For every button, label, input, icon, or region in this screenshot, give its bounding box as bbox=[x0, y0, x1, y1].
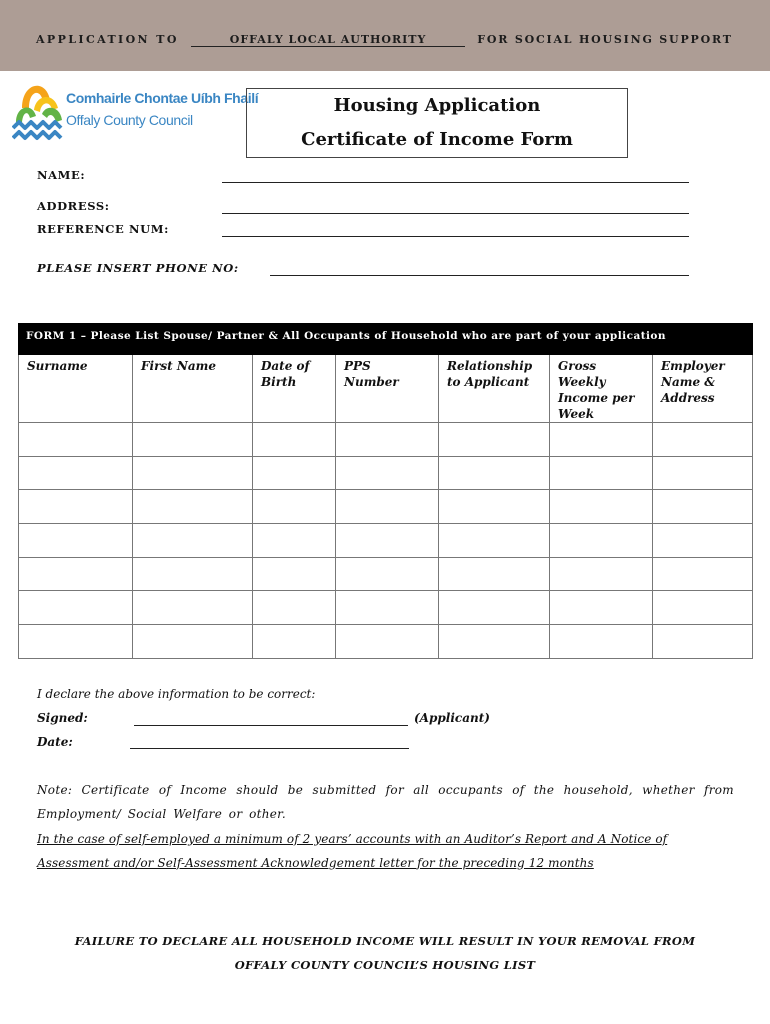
table-cell[interactable] bbox=[253, 625, 336, 659]
occupants-table bbox=[18, 323, 753, 659]
table-cell[interactable] bbox=[19, 591, 133, 625]
signed-label: Signed: bbox=[37, 711, 88, 725]
phone-field-line bbox=[270, 275, 689, 276]
date-label: Date: bbox=[37, 735, 73, 749]
table-cell[interactable] bbox=[133, 625, 253, 659]
table-cell[interactable] bbox=[336, 423, 439, 457]
col-header-gross-weekly-income bbox=[550, 355, 653, 423]
form-title: Housing Application bbox=[333, 95, 541, 116]
reference-number-label: REFERENCE NUM: bbox=[37, 222, 169, 236]
table-cell[interactable] bbox=[133, 591, 253, 625]
table-cell[interactable] bbox=[439, 490, 550, 524]
header-text: First Name bbox=[141, 359, 216, 373]
header-text: Number bbox=[344, 375, 399, 389]
table-cell[interactable] bbox=[653, 524, 753, 558]
warning-line: FAILURE TO DECLARE ALL HOUSEHOLD INCOME WILL RESULT IN YOUR REMOVAL FROM bbox=[74, 934, 696, 948]
table-row bbox=[19, 625, 753, 659]
table-cell[interactable] bbox=[653, 490, 753, 524]
table-cell[interactable] bbox=[253, 456, 336, 490]
table-row bbox=[19, 524, 753, 558]
header-line bbox=[36, 33, 733, 47]
table-cell[interactable] bbox=[439, 557, 550, 591]
logo-irish-name: Comhairle Chontae Uíbh Fhailí bbox=[66, 90, 259, 106]
table-row bbox=[19, 490, 753, 524]
table-cell[interactable] bbox=[550, 625, 653, 659]
table-cell[interactable] bbox=[19, 490, 133, 524]
table-cell[interactable] bbox=[133, 423, 253, 457]
col-header-date-of-birth bbox=[253, 355, 336, 423]
table-cell[interactable] bbox=[550, 490, 653, 524]
warning-line: OFFALY COUNTY COUNCIL’S HOUSING LIST bbox=[234, 958, 536, 972]
table-cell[interactable] bbox=[19, 456, 133, 490]
local-authority-name: OFFALY LOCAL AUTHORITY bbox=[191, 33, 465, 47]
table-cell[interactable] bbox=[439, 524, 550, 558]
header-text: Name & bbox=[661, 375, 716, 389]
table-cell[interactable] bbox=[253, 591, 336, 625]
table-cell[interactable] bbox=[336, 591, 439, 625]
table-cell[interactable] bbox=[133, 490, 253, 524]
occupants-table-body bbox=[19, 355, 753, 659]
header-text: Birth bbox=[261, 375, 297, 389]
table-cell[interactable] bbox=[133, 524, 253, 558]
table-cell[interactable] bbox=[550, 591, 653, 625]
self-employed-requirement: In the case of self-employed a minimum of 2 years’ accounts with an Auditor’s Report and A Notice of Assessment and/or Self-Assessment Acknowledgement letter for the preceding 12 months bbox=[37, 832, 668, 870]
table-cell[interactable] bbox=[336, 524, 439, 558]
table-cell[interactable] bbox=[336, 490, 439, 524]
col-header-employer bbox=[653, 355, 753, 423]
header-prefix: APPLICATION TO bbox=[36, 33, 179, 46]
table-row bbox=[19, 456, 753, 490]
declaration-text: I declare the above information to be correct: bbox=[37, 687, 316, 701]
table-cell[interactable] bbox=[19, 557, 133, 591]
failure-to-declare-warning bbox=[40, 929, 730, 977]
address-label: ADDRESS: bbox=[37, 199, 110, 213]
table-cell[interactable] bbox=[439, 625, 550, 659]
col-header-first-name bbox=[133, 355, 253, 423]
header-text: Income per bbox=[558, 391, 635, 405]
header-text: Date of bbox=[261, 359, 310, 373]
signature-line bbox=[134, 725, 408, 726]
header-text: Week bbox=[558, 407, 595, 421]
name-label: NAME: bbox=[37, 168, 86, 182]
table-cell[interactable] bbox=[19, 423, 133, 457]
table-cell[interactable] bbox=[253, 423, 336, 457]
column-header-row bbox=[19, 355, 753, 423]
col-header-pps-number bbox=[336, 355, 439, 423]
table-cell[interactable] bbox=[253, 524, 336, 558]
table-cell[interactable] bbox=[653, 557, 753, 591]
table-cell[interactable] bbox=[19, 524, 133, 558]
table-cell[interactable] bbox=[336, 625, 439, 659]
table-cell[interactable] bbox=[550, 524, 653, 558]
header-band bbox=[0, 0, 770, 71]
col-header-relationship bbox=[439, 355, 550, 423]
header-text: Relationship bbox=[447, 359, 533, 373]
offaly-county-council-logo bbox=[12, 78, 259, 144]
header-text: Employer bbox=[661, 359, 725, 373]
table-cell[interactable] bbox=[19, 625, 133, 659]
table-cell[interactable] bbox=[439, 423, 550, 457]
col-header-surname bbox=[19, 355, 133, 423]
date-line bbox=[130, 748, 409, 749]
name-field-line bbox=[222, 182, 689, 183]
applicant-label: (Applicant) bbox=[414, 711, 490, 725]
table-cell[interactable] bbox=[550, 456, 653, 490]
phone-label: PLEASE INSERT PHONE NO: bbox=[37, 261, 239, 275]
form1-title-row bbox=[19, 324, 753, 355]
header-text: Gross bbox=[558, 359, 597, 373]
form-subtitle: Certificate of Income Form bbox=[301, 129, 573, 150]
income-certificate-note: Note: Certificate of Income should be submitted for all occupants of the household, whether from Employment/ Social Welfare or other. bbox=[37, 783, 734, 821]
table-cell[interactable] bbox=[253, 557, 336, 591]
table-row bbox=[19, 557, 753, 591]
header-text: PPS bbox=[344, 359, 371, 373]
table-cell[interactable] bbox=[439, 456, 550, 490]
table-cell[interactable] bbox=[653, 591, 753, 625]
address-field-line bbox=[222, 213, 689, 214]
table-row bbox=[19, 423, 753, 457]
table-cell[interactable] bbox=[336, 456, 439, 490]
table-cell[interactable] bbox=[133, 456, 253, 490]
reference-number-field-line bbox=[222, 236, 689, 237]
header-text: to Applicant bbox=[447, 375, 530, 389]
logo-english-name: Offaly County Council bbox=[66, 112, 193, 128]
form-title-box bbox=[246, 88, 628, 158]
header-suffix: FOR SOCIAL HOUSING SUPPORT bbox=[477, 33, 733, 46]
table-cell[interactable] bbox=[653, 625, 753, 659]
table-cell[interactable] bbox=[439, 591, 550, 625]
table-cell[interactable] bbox=[253, 490, 336, 524]
table-cell[interactable] bbox=[653, 456, 753, 490]
form1-title: FORM 1 – Please List Spouse/ Partner & All Occupants of Household who are part of your application bbox=[19, 324, 753, 355]
header-text: Weekly bbox=[558, 375, 606, 389]
table-cell[interactable] bbox=[550, 423, 653, 457]
council-emblem-icon bbox=[12, 78, 68, 142]
table-cell[interactable] bbox=[550, 557, 653, 591]
table-row bbox=[19, 591, 753, 625]
header-text: Surname bbox=[27, 359, 88, 373]
table-cell[interactable] bbox=[133, 557, 253, 591]
table-cell[interactable] bbox=[653, 423, 753, 457]
header-text: Address bbox=[661, 391, 715, 405]
table-cell[interactable] bbox=[336, 557, 439, 591]
